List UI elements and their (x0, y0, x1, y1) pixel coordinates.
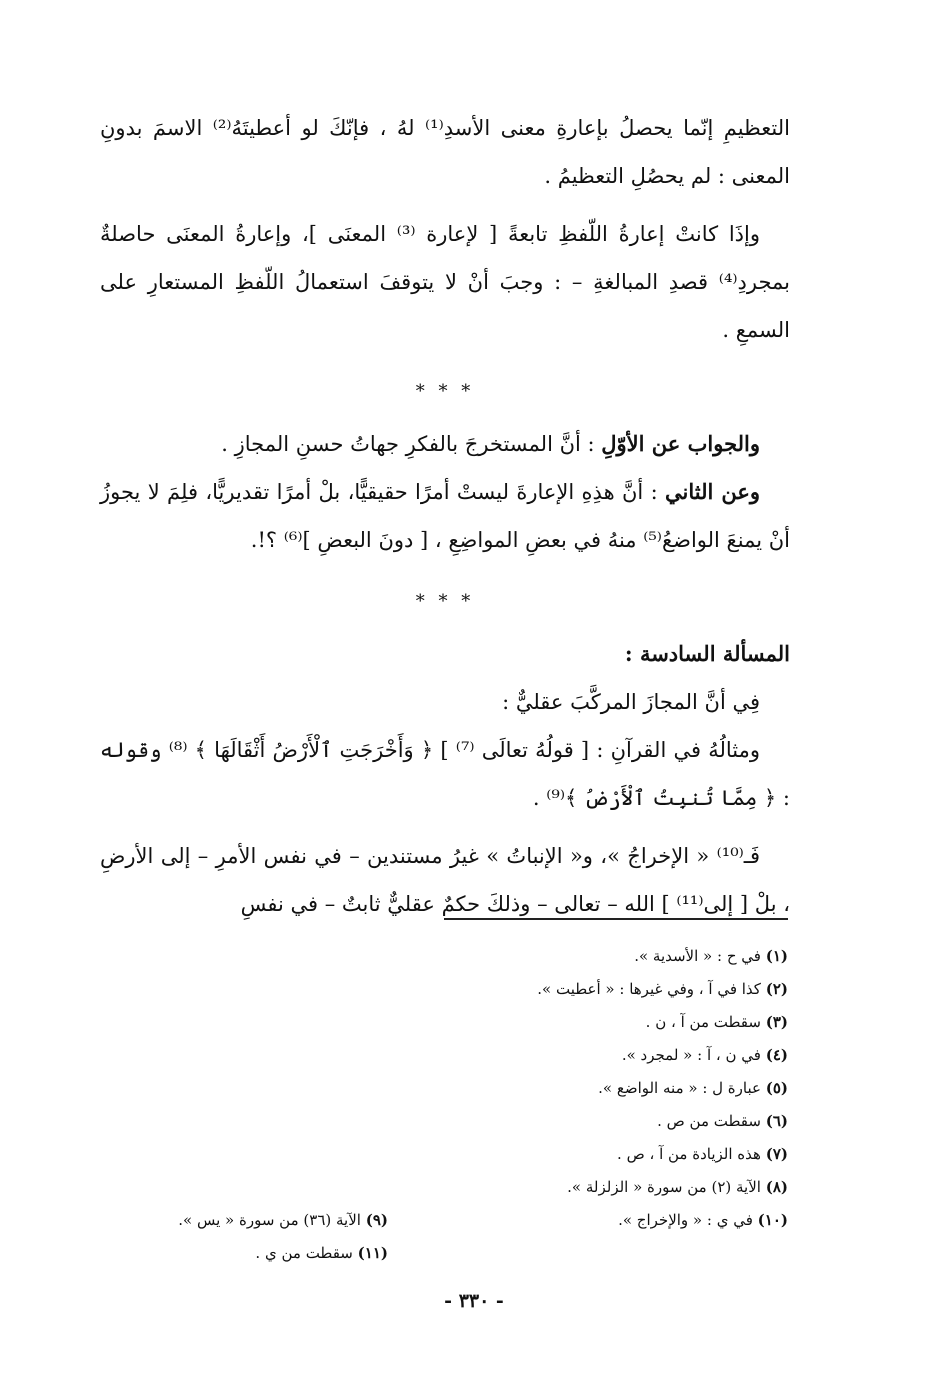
paragraph-1: التعظيمِ إنّما يحصلُ بإعارةِ معنى الأسدِ⁽¹⁾ لهُ ، فإنّكَ لو أعطيتَهُ⁽²⁾ الاسمَ بدونِ المعنى : لم يحصُلِ التعظيمُ . (100, 116, 790, 188)
section-separator: * * * (415, 381, 475, 402)
quran-example: ومثالُهُ في القرآنِ : [ قولُهُ تعالَى ⁽⁷⁾ ] ﴿ وَأَخْرَجَتِ ٱلْأَرْضُ أَثْقَالَهَا ﴾ ⁽⁸⁾ وقوله : ﴿ مِمَّا تُنبِتُ ٱلْأَرْضُ ﴾⁽⁹⁾ . (100, 738, 790, 810)
section-heading: المسألة السادسة : (624, 641, 790, 666)
footnote-item: (٣) سقطت من آ ، ن . (645, 1013, 788, 1031)
footnote-item: (١٠) في ي : « والإخراج ». (618, 1211, 788, 1229)
footnote-item: (١) في ح : « الأسدية ». (634, 947, 788, 965)
section-separator: * * * (415, 591, 475, 612)
footnote-item: (٥) عبارة ل : « منه الواضع ». (598, 1079, 788, 1097)
answer-second-text: : أنَّ هذِهِ الإعارةَ ليستْ أمرًا حقيقيًّا، بلْ أمرًا تقديريًّا، فلِمَ لا يجوزُ أنْ يمنعَ الواضعُ⁽⁵⁾ منهُ في بعضِ المواضِعِ ، [ دونَ البعضِ ]⁽⁶⁾ ؟!. (100, 480, 790, 552)
footnotes-left-column (88, 1204, 388, 1270)
footnote-item: (٩) الآية (٣٦) من سورة « يس ». (178, 1211, 388, 1229)
footnote-item: (٤) في ن ، آ : « لمجرد ». (621, 1046, 788, 1064)
answer-second-lead: وعن الثاني (665, 479, 760, 504)
paragraph-explanation: فَـ⁽¹⁰⁾ « الإخراجُ »، و« الإنباتُ » غيرُ مستندين – في نفس الأمرِ – إلى الأرضِ ، بلْ [ إلى⁽¹¹⁾ ] الله – تعالى – وذلكَ حكمٌ عقليٌّ ثابتٌ – في نفسِ (100, 844, 790, 916)
paragraph-2: وإذَا كانتْ إعارةُ اللّفظِ تابعةً [ لإعارة ⁽³⁾ المعنَى ]، وإعارةُ المعنَى حاصلةٌ بمجردِ⁽⁴⁾ قصدِ المبالغةِ – : وجبَ أنْ لا يتوقفَ استعمالُ اللّفظِ المستعارِ على السمعِ . (100, 222, 790, 342)
footnote-item: (٢) كذا في آ ، وفي غيرها : « أعطيت ». (537, 980, 788, 998)
page-number: - ٣٣٠ - (444, 1290, 504, 1312)
footnote-item: (٨) الآية (٢) من سورة « الزلزلة ». (567, 1178, 788, 1196)
section-topic: فِي أنَّ المجازَ المركَّبَ عقليٌّ : (502, 690, 760, 714)
page-body (100, 104, 790, 928)
footnote-item: (٦) سقطت من ص . (657, 1112, 788, 1130)
answer-first-lead: والجواب عن الأوّلِ (601, 431, 760, 456)
footnotes-right-column (448, 940, 788, 1237)
answer-first-text: : أنَّ المستخرجَ بالفكرِ جهاتُ حسنِ المجازِ . (221, 432, 602, 456)
footnote-item: (٧) هذه الزيادة من آ ، ص . (617, 1145, 788, 1163)
footnote-divider (444, 918, 788, 920)
footnote-item: (١١) سقطت من ي . (255, 1244, 388, 1262)
answer-first (100, 420, 790, 468)
answer-second (100, 468, 790, 564)
